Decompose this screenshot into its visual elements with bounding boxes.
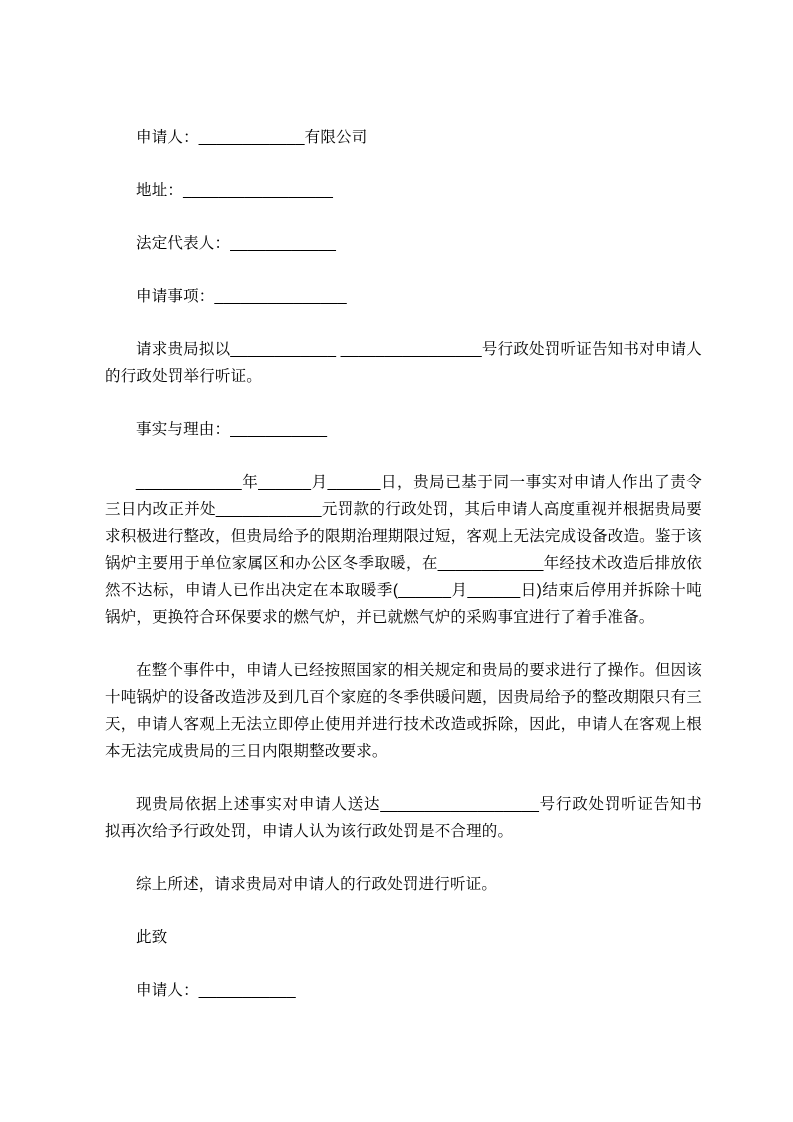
application-item-line: 申请事项：_______________ <box>136 288 347 305</box>
closing-salute-line: 此致 <box>136 929 168 946</box>
request-paragraph: 请求贵局拟以____________ ________________号行政处罚听证告知书对申请人的行政处罚举行听证。 <box>105 341 702 385</box>
signature-applicant-line: 申请人：___________ <box>136 982 296 999</box>
service-paragraph: 现贵局依据上述事实对申请人送达__________________号行政处罚听证告知书拟再次给予行政处罚，申请人认为该行政处罚是不合理的。 <box>105 796 702 840</box>
facts-paragraph-2: 在整个事件中，申请人已经按照国家的相关规定和贵局的要求进行了操作。但因该十吨锅炉的设备改造涉及到几百个家庭的冬季供暖问题，因贵局给予的整改期限只有三天，申请人客观上无法立即停止使用并进行技术改造或拆除，因此，申请人在客观上根本无法完成贵局的三日内限期整改要求。 <box>105 662 702 760</box>
conclusion-paragraph: 综上所述，请求贵局对申请人的行政处罚进行听证。 <box>136 876 498 893</box>
legal-representative-line: 法定代表人：____________ <box>136 235 337 252</box>
facts-paragraph-1: ____________年______月______日，贵局已基于同一事实对申请人作出了责令三日内改正并处____________元罚款的行政处罚，其后申请人高度重视并根据贵局要求积极进行整改，但贵局给予的限期治理期限过短，客观上无法完成设备改造。鉴于该锅炉主要用于单位家属区和办公区冬季取暖，在____________年经技术改造后排放依然不达标，申请人已作出决定在本取暖季(______月______日)结束后停用并拆除十吨锅炉，更换符合环保要求的燃气炉，并已就燃气炉的采购事宜进行了着手准备。 <box>105 474 702 626</box>
facts-reasons-label: 事实与理由：___________ <box>136 421 328 438</box>
address-field-line: 地址：_________________ <box>136 182 334 199</box>
applicant-field-line: 申请人：____________有限公司 <box>136 129 368 146</box>
